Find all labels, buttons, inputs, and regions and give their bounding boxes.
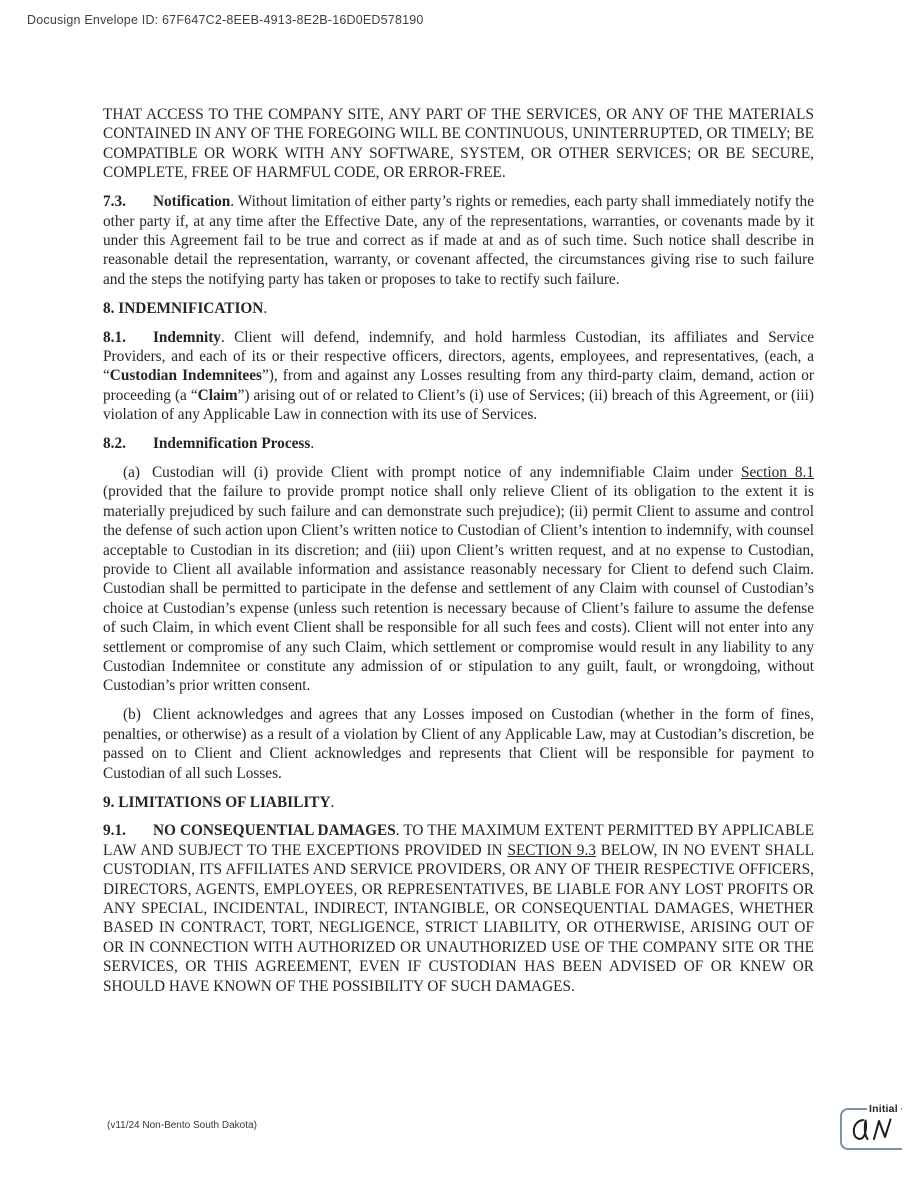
text-run: 8.2. <box>103 435 126 453</box>
para-warranty-disclaimer-continuation <box>103 105 814 183</box>
text-run: 7.3. <box>103 193 126 211</box>
initial-signing-tab[interactable] <box>840 1103 918 1156</box>
text-run: Indemnity <box>152 328 221 346</box>
section-7-3-notification <box>103 192 814 289</box>
text-run: BELOW, IN NO EVENT SHALL CUSTODIAN, ITS AFFILIATES AND SERVICE PROVIDERS, OR ANY OF THEIR RESPECTIVE OFFICERS, DIRECTORS, AGENTS, EMPLOYEES, OR REPRESENTATIVES, BE LIABLE FOR ANY LOST PROFITS OR ANY SPECIAL, INCIDENTAL, INDIRECT, INTANGIBLE, OR CONSEQUENTIAL DAMAGES, WHETHER BASED IN CONTRACT, TORT, NEGLIGENCE, STRICT LIABILITY, OR OTHERWISE, ARISING OUT OF OR IN CONNECTION WITH AUTHORIZED OR UNAUTHORIZED USE OF THE COMPANY SITE OR THE SERVICES, OR THIS AGREEMENT, EVEN IF CUSTODIAN HAS BEEN ADVISED OF OR KNEW OR SHOULD HAVE KNOWN OF THE POSSIBILITY OF SUCH DAMAGES. <box>103 841 814 995</box>
text-run: Custodian Indemnitees <box>109 367 262 385</box>
para-8-2-b <box>103 705 814 783</box>
section-8-2-indemnification-process <box>103 434 814 453</box>
docusign-envelope-id: Docusign Envelope ID: 67F647C2-8EEB-4913-8E2B-16D0ED578190 <box>27 13 424 27</box>
text-run: ”), from and against any Losses resulting from any third-party claim, demand, action or proceeding (a “ <box>103 367 815 404</box>
footer-version-note: (v11/24 Non-Bento South Dakota) <box>107 1120 257 1131</box>
handwritten-initials <box>849 1115 895 1147</box>
text-run: (a) <box>123 464 140 481</box>
text-run: Client acknowledges and agrees that any Losses imposed on Custodian (whether in the form of fines, penalties, or otherwise) as a result of a violation by Client of any Applicable Law, may at Custodian’s discretion, be passed on to Client and Client acknowledges and represents that Client will be responsible for payment to Custodian of all such Losses. <box>103 706 814 782</box>
section-9-1-no-consequential-damages <box>103 821 814 996</box>
text-run: Claim <box>197 386 238 404</box>
text-run: THAT ACCESS TO THE COMPANY SITE, ANY PART OF THE SERVICES, OR ANY OF THE MATERIALS CONTAINED IN ANY OF THE FOREGOING WILL BE CONTINUOUS, UNINTERRUPTED, OR TIMELY; BE COMPATIBLE OR WORK WITH ANY SOFTWARE, SYSTEM, OR OTHER SERVICES; OR BE SECURE, COMPLETE, FREE OF HARMFUL CODE, OR ERROR-FREE. <box>103 106 814 182</box>
text-run: SECTION 9.3 <box>507 841 596 859</box>
document-body <box>103 105 814 1006</box>
text-run: . <box>263 299 268 317</box>
text-run: (b) <box>123 706 141 724</box>
text-run: Section 8.1 <box>741 464 814 481</box>
text-run: 9. LIMITATIONS OF LIABILITY <box>103 793 331 811</box>
text-run: . <box>330 793 335 811</box>
text-run: 8. INDEMNIFICATION <box>103 299 264 317</box>
text-run: . <box>310 435 315 453</box>
initial-tab-label: Initial <box>867 1103 901 1115</box>
text-run: . Without limitation of either party’s rights or remedies, each party shall immediately notify the other party if, at any time after the Effective Date, any of the representations, warranties, or covenants made by it under this Agreement fail to be true and correct as if made at and as of such time. Such notice shall describe in reasonable detail the representation, warranty, or covenant affected, the circumstances giving rise to such failure and the steps the notifying party has taken or proposes to take to rectify such failure. <box>103 193 814 288</box>
text-run: 8.1. <box>103 328 126 346</box>
heading-9-limitations-of-liability <box>103 793 814 812</box>
para-8-2-a <box>103 463 814 696</box>
text-run: NO CONSEQUENTIAL DAMAGES <box>152 822 396 840</box>
text-run: Indemnification Process <box>152 435 311 453</box>
text-run: 9.1. <box>103 822 126 840</box>
text-run: Notification <box>152 193 231 211</box>
text-run: . TO THE MAXIMUM EXTENT PERMITTED BY APPLICABLE LAW AND SUBJECT TO THE EXCEPTIONS PROVIDED IN <box>103 822 814 859</box>
section-8-1-indemnity <box>103 328 814 425</box>
text-run: ”) arising out of or related to Client’s (i) use of Services; (ii) breach of this Agreement, or (iii) violation of any Applicable Law in connection with its use of Services. <box>103 386 814 424</box>
text-run: . Client will defend, indemnify, and hold harmless Custodian, its affiliates and Service Providers, and each of its or their respective officers, directors, agents, employees, and representatives, (each, a “ <box>103 328 814 385</box>
text-run: (provided that the failure to provide prompt notice shall only relieve Client of its obligation to the extent it is materially prejudiced by such failure and can demonstrate such prejudice); (ii) permit Client to assume and control the defense of such action upon Client’s written notice to Custodian of Client’s intention to indemnify, with counsel acceptable to Custodian in its discretion; and (iii) upon Client’s written request, and at no expense to Custodian, provide to Client all available information and assistance reasonably necessary for Client to defend such Claim. Custodian shall be permitted to participate in the defense and settlement of any Claim with counsel of Custodian’s choice at Custodian’s expense (unless such retention is necessary because of Client’s failure to assume the defense of such Claim, in which event Client shall be responsible for all such fees and costs). Client will not enter into any settlement or compromise of any such Claim, which settlement or compromise would result in any liability to any Custodian Indemnitee or constitute any admission of or stipulation to any guilt, fault, or wrongdoing, without Custodian’s prior written consent. <box>103 483 814 695</box>
heading-8-indemnification <box>103 299 814 318</box>
text-run: Custodian will (i) provide Client with prompt notice of any indemnifiable Claim under <box>151 464 741 481</box>
